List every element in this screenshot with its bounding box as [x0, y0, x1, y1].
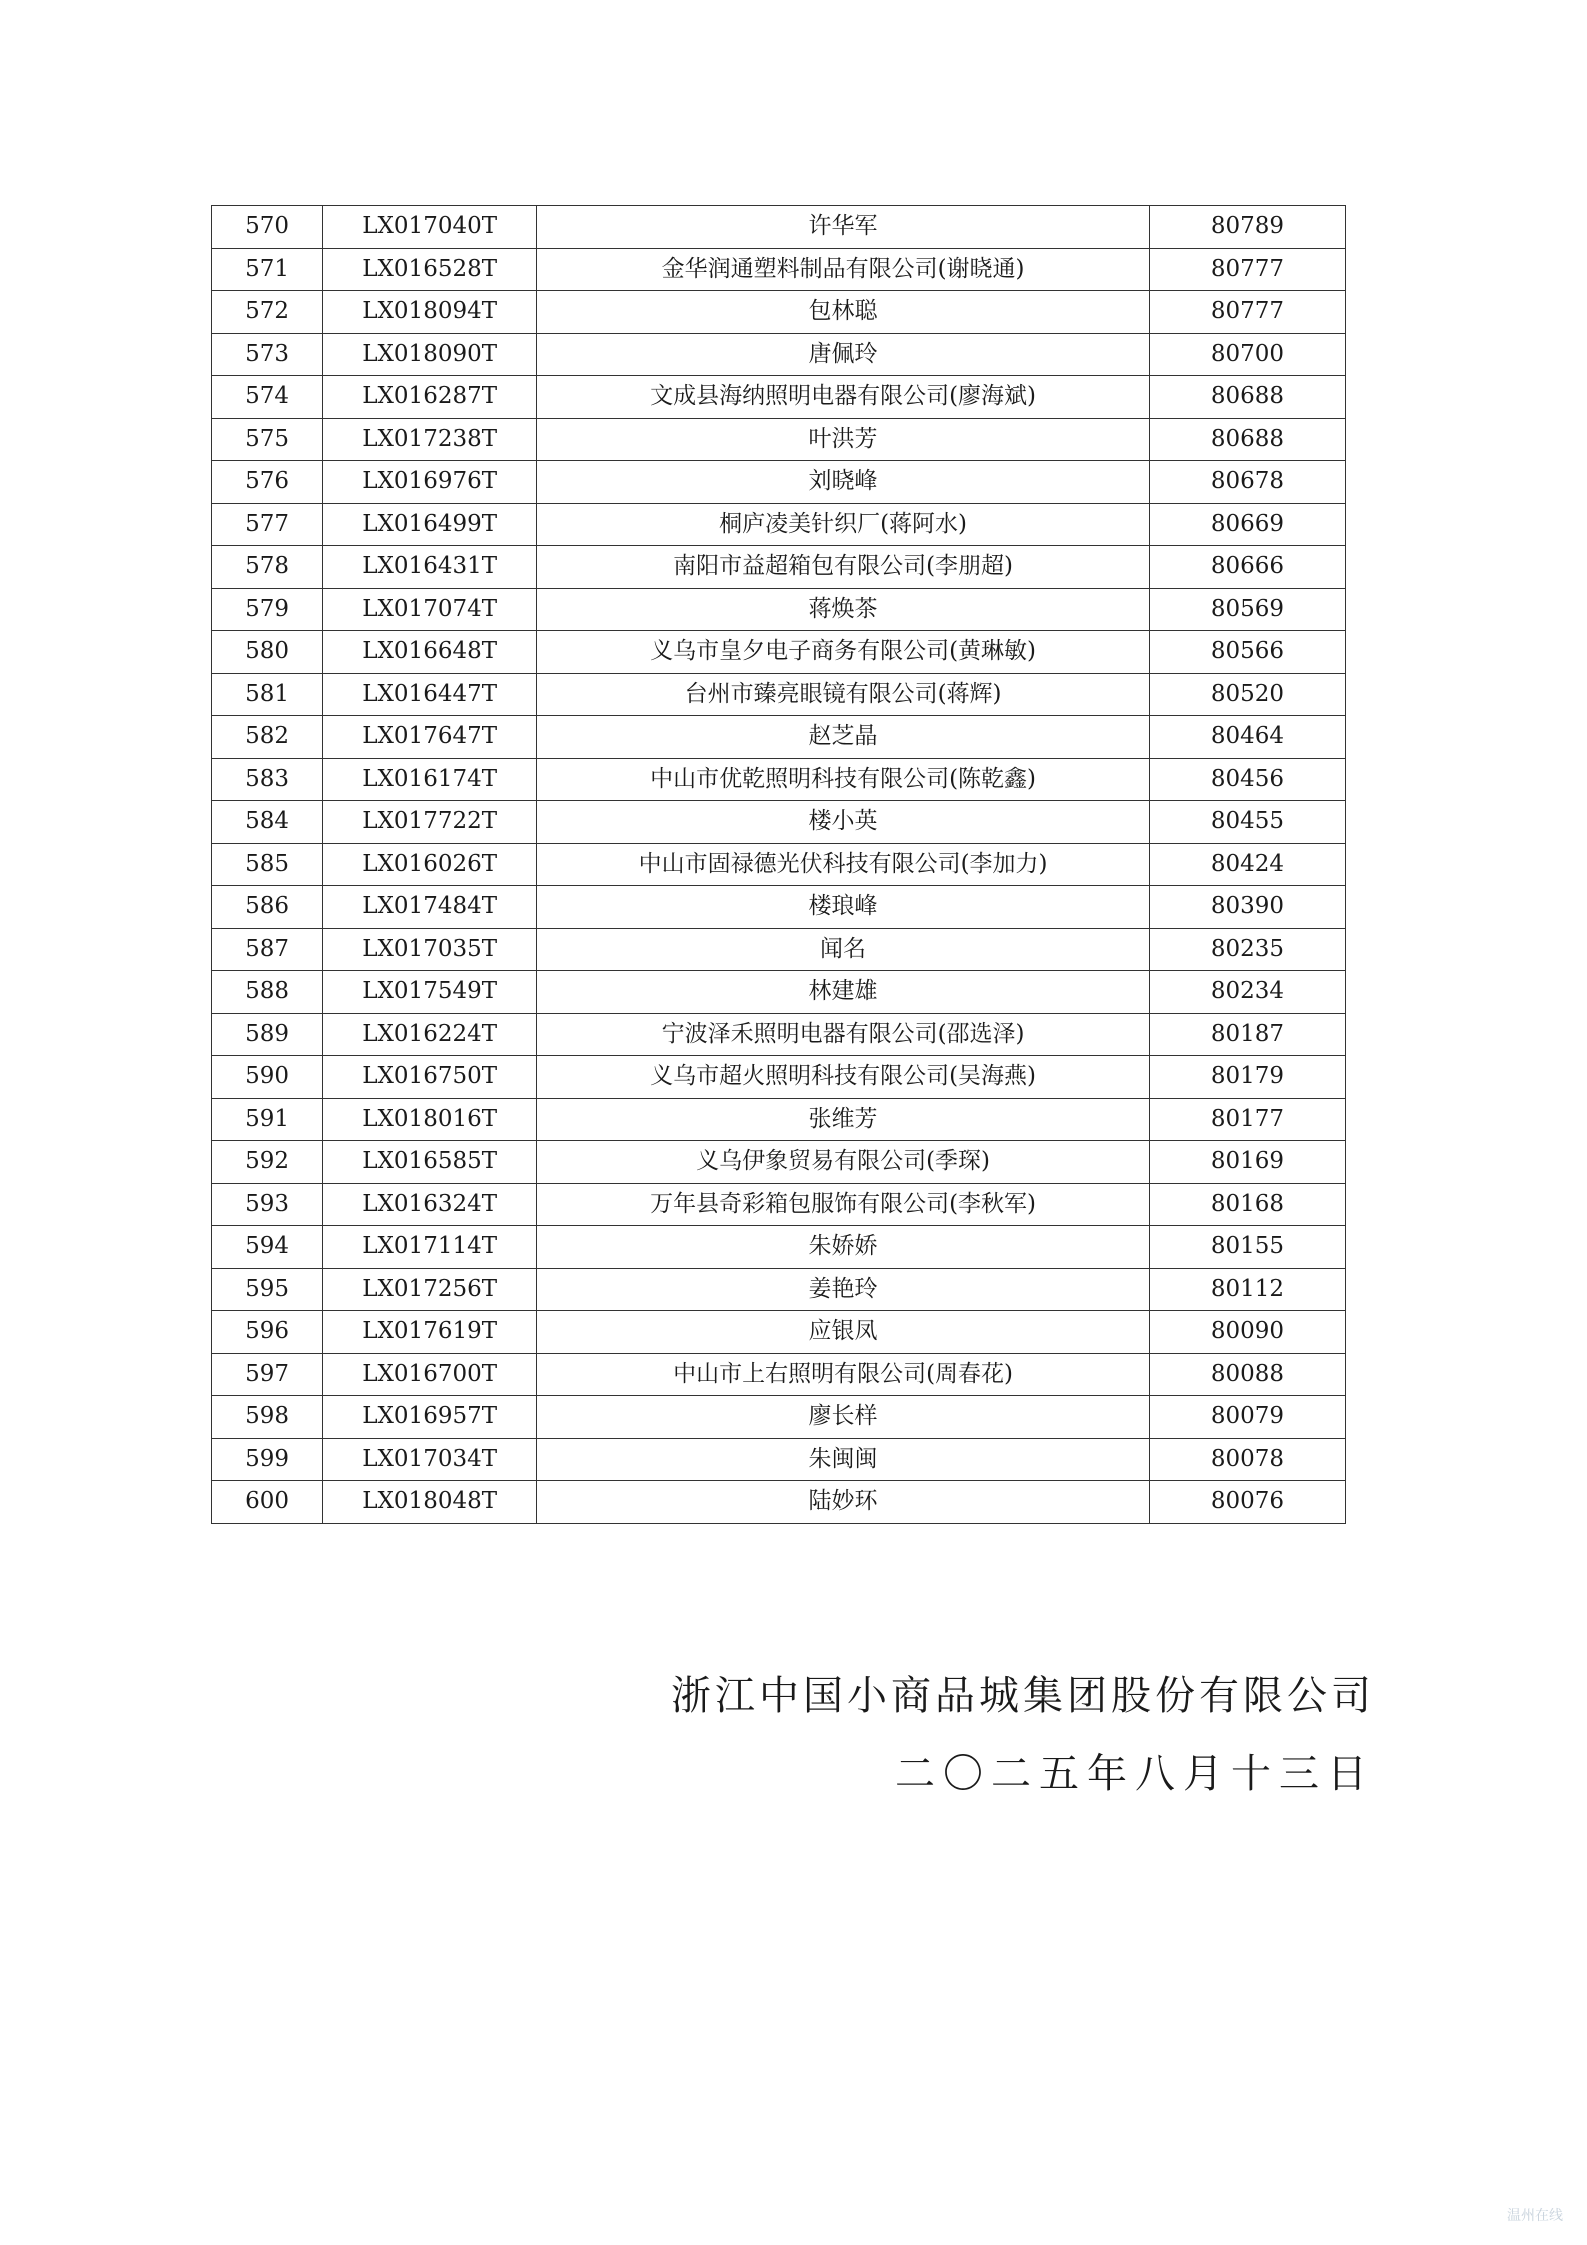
- ranking-table-body: [212, 206, 1346, 1524]
- table-row: [212, 461, 1346, 504]
- applicant-name: 南阳市益超箱包有限公司(李朋超): [537, 546, 1150, 589]
- score-value: 80168: [1149, 1183, 1345, 1226]
- applicant-name: 许华军: [537, 206, 1150, 249]
- applicant-name: 文成县海纳照明电器有限公司(廖海斌): [537, 376, 1150, 419]
- registration-id: LX018094T: [323, 291, 537, 334]
- table-row: [212, 503, 1346, 546]
- applicant-name: 蒋焕茶: [537, 588, 1150, 631]
- table-row: [212, 1098, 1346, 1141]
- row-number: 598: [212, 1396, 323, 1439]
- table-row: [212, 971, 1346, 1014]
- score-value: 80088: [1149, 1353, 1345, 1396]
- applicant-name: 万年县奇彩箱包服饰有限公司(李秋军): [537, 1183, 1150, 1226]
- registration-id: LX017619T: [323, 1311, 537, 1354]
- registration-id: LX016224T: [323, 1013, 537, 1056]
- score-value: 80464: [1149, 716, 1345, 759]
- row-number: 599: [212, 1438, 323, 1481]
- registration-id: LX017647T: [323, 716, 537, 759]
- row-number: 584: [212, 801, 323, 844]
- row-number: 571: [212, 248, 323, 291]
- registration-id: LX017484T: [323, 886, 537, 929]
- row-number: 589: [212, 1013, 323, 1056]
- score-value: 80187: [1149, 1013, 1345, 1056]
- table-row: [212, 716, 1346, 759]
- row-number: 580: [212, 631, 323, 674]
- registration-id: LX017035T: [323, 928, 537, 971]
- applicant-name: 陆妙环: [537, 1481, 1150, 1524]
- score-value: 80234: [1149, 971, 1345, 1014]
- applicant-name: 闻名: [537, 928, 1150, 971]
- registration-id: LX016976T: [323, 461, 537, 504]
- applicant-name: 张维芳: [537, 1098, 1150, 1141]
- table-row: [212, 206, 1346, 249]
- table-row: [212, 843, 1346, 886]
- score-value: 80520: [1149, 673, 1345, 716]
- score-value: 80177: [1149, 1098, 1345, 1141]
- applicant-name: 桐庐凌美针织厂(蒋阿水): [537, 503, 1150, 546]
- applicant-name: 义乌伊象贸易有限公司(季琛): [537, 1141, 1150, 1184]
- applicant-name: 楼琅峰: [537, 886, 1150, 929]
- row-number: 587: [212, 928, 323, 971]
- registration-id: LX017114T: [323, 1226, 537, 1269]
- applicant-name: 义乌市皇夕电子商务有限公司(黄琳敏): [537, 631, 1150, 674]
- applicant-name: 中山市上右照明有限公司(周春花): [537, 1353, 1150, 1396]
- table-row: [212, 1396, 1346, 1439]
- row-number: 575: [212, 418, 323, 461]
- applicant-name: 包林聪: [537, 291, 1150, 334]
- score-value: 80688: [1149, 418, 1345, 461]
- registration-id: LX017034T: [323, 1438, 537, 1481]
- row-number: 586: [212, 886, 323, 929]
- applicant-name: 中山市优乾照明科技有限公司(陈乾鑫): [537, 758, 1150, 801]
- registration-id: LX016324T: [323, 1183, 537, 1226]
- table-row: [212, 1438, 1346, 1481]
- score-value: 80235: [1149, 928, 1345, 971]
- row-number: 597: [212, 1353, 323, 1396]
- applicant-name: 金华润通塑料制品有限公司(谢晓通): [537, 248, 1150, 291]
- registration-id: LX017549T: [323, 971, 537, 1014]
- score-value: 80700: [1149, 333, 1345, 376]
- row-number: 573: [212, 333, 323, 376]
- issuing-company: 浙江中国小商品城集团股份有限公司: [671, 1673, 1375, 1719]
- registration-id: LX016648T: [323, 631, 537, 674]
- applicant-name: 叶洪芳: [537, 418, 1150, 461]
- table-row: [212, 1311, 1346, 1354]
- row-number: 585: [212, 843, 323, 886]
- table-row: [212, 928, 1346, 971]
- row-number: 574: [212, 376, 323, 419]
- table-row: [212, 801, 1346, 844]
- row-number: 588: [212, 971, 323, 1014]
- applicant-name: 宁波泽禾照明电器有限公司(邵选泽): [537, 1013, 1150, 1056]
- score-value: 80566: [1149, 631, 1345, 674]
- applicant-name: 林建雄: [537, 971, 1150, 1014]
- table-row: [212, 1141, 1346, 1184]
- row-number: 593: [212, 1183, 323, 1226]
- table-row: [212, 631, 1346, 674]
- score-value: 80079: [1149, 1396, 1345, 1439]
- row-number: 581: [212, 673, 323, 716]
- applicant-name: 赵芝晶: [537, 716, 1150, 759]
- score-value: 80155: [1149, 1226, 1345, 1269]
- applicant-name: 唐佩玲: [537, 333, 1150, 376]
- applicant-name: 廖长样: [537, 1396, 1150, 1439]
- site-watermark: 温州在线: [1507, 2208, 1563, 2224]
- row-number: 592: [212, 1141, 323, 1184]
- table-row: [212, 1268, 1346, 1311]
- row-number: 578: [212, 546, 323, 589]
- table-row: [212, 418, 1346, 461]
- registration-id: LX016026T: [323, 843, 537, 886]
- registration-id: LX018048T: [323, 1481, 537, 1524]
- score-value: 80666: [1149, 546, 1345, 589]
- score-value: 80789: [1149, 206, 1345, 249]
- applicant-name: 中山市固禄德光伏科技有限公司(李加力): [537, 843, 1150, 886]
- applicant-name: 台州市臻亮眼镜有限公司(蒋辉): [537, 673, 1150, 716]
- applicant-name: 应银凤: [537, 1311, 1150, 1354]
- score-value: 80569: [1149, 588, 1345, 631]
- table-row: [212, 1353, 1346, 1396]
- registration-id: LX016499T: [323, 503, 537, 546]
- applicant-name: 楼小英: [537, 801, 1150, 844]
- applicant-name: 刘晓峰: [537, 461, 1150, 504]
- registration-id: LX016431T: [323, 546, 537, 589]
- applicant-name: 姜艳玲: [537, 1268, 1150, 1311]
- score-value: 80777: [1149, 248, 1345, 291]
- issue-date: 二〇二五年八月十三日: [895, 1751, 1375, 1797]
- score-value: 80777: [1149, 291, 1345, 334]
- table-row: [212, 333, 1346, 376]
- registration-id: LX016447T: [323, 673, 537, 716]
- score-value: 80456: [1149, 758, 1345, 801]
- row-number: 572: [212, 291, 323, 334]
- registration-id: LX017074T: [323, 588, 537, 631]
- row-number: 583: [212, 758, 323, 801]
- table-row: [212, 673, 1346, 716]
- row-number: 600: [212, 1481, 323, 1524]
- registration-id: LX017256T: [323, 1268, 537, 1311]
- table-row: [212, 376, 1346, 419]
- registration-id: LX016174T: [323, 758, 537, 801]
- registration-id: LX017238T: [323, 418, 537, 461]
- row-number: 577: [212, 503, 323, 546]
- row-number: 594: [212, 1226, 323, 1269]
- registration-id: LX018016T: [323, 1098, 537, 1141]
- row-number: 591: [212, 1098, 323, 1141]
- row-number: 582: [212, 716, 323, 759]
- registration-id: LX017040T: [323, 206, 537, 249]
- registration-id: LX018090T: [323, 333, 537, 376]
- table-row: [212, 546, 1346, 589]
- ranking-table: [211, 205, 1346, 1524]
- table-row: [212, 1013, 1346, 1056]
- registration-id: LX016585T: [323, 1141, 537, 1184]
- score-value: 80090: [1149, 1311, 1345, 1354]
- applicant-name: 朱娇娇: [537, 1226, 1150, 1269]
- score-value: 80112: [1149, 1268, 1345, 1311]
- table-row: [212, 1226, 1346, 1269]
- table-row: [212, 248, 1346, 291]
- table-row: [212, 1481, 1346, 1524]
- registration-id: LX016957T: [323, 1396, 537, 1439]
- registration-id: LX016750T: [323, 1056, 537, 1099]
- score-value: 80669: [1149, 503, 1345, 546]
- score-value: 80455: [1149, 801, 1345, 844]
- score-value: 80169: [1149, 1141, 1345, 1184]
- row-number: 570: [212, 206, 323, 249]
- score-value: 80076: [1149, 1481, 1345, 1524]
- table-row: [212, 291, 1346, 334]
- score-value: 80678: [1149, 461, 1345, 504]
- score-value: 80390: [1149, 886, 1345, 929]
- table-row: [212, 758, 1346, 801]
- row-number: 596: [212, 1311, 323, 1354]
- score-value: 80688: [1149, 376, 1345, 419]
- row-number: 576: [212, 461, 323, 504]
- applicant-name: 朱闽闽: [537, 1438, 1150, 1481]
- score-value: 80179: [1149, 1056, 1345, 1099]
- row-number: 590: [212, 1056, 323, 1099]
- row-number: 595: [212, 1268, 323, 1311]
- score-value: 80424: [1149, 843, 1345, 886]
- registration-id: LX016287T: [323, 376, 537, 419]
- table-row: [212, 1183, 1346, 1226]
- score-value: 80078: [1149, 1438, 1345, 1481]
- applicant-name: 义乌市超火照明科技有限公司(吴海燕): [537, 1056, 1150, 1099]
- table-row: [212, 886, 1346, 929]
- registration-id: LX016700T: [323, 1353, 537, 1396]
- registration-id: LX017722T: [323, 801, 537, 844]
- registration-id: LX016528T: [323, 248, 537, 291]
- table-row: [212, 588, 1346, 631]
- row-number: 579: [212, 588, 323, 631]
- table-row: [212, 1056, 1346, 1099]
